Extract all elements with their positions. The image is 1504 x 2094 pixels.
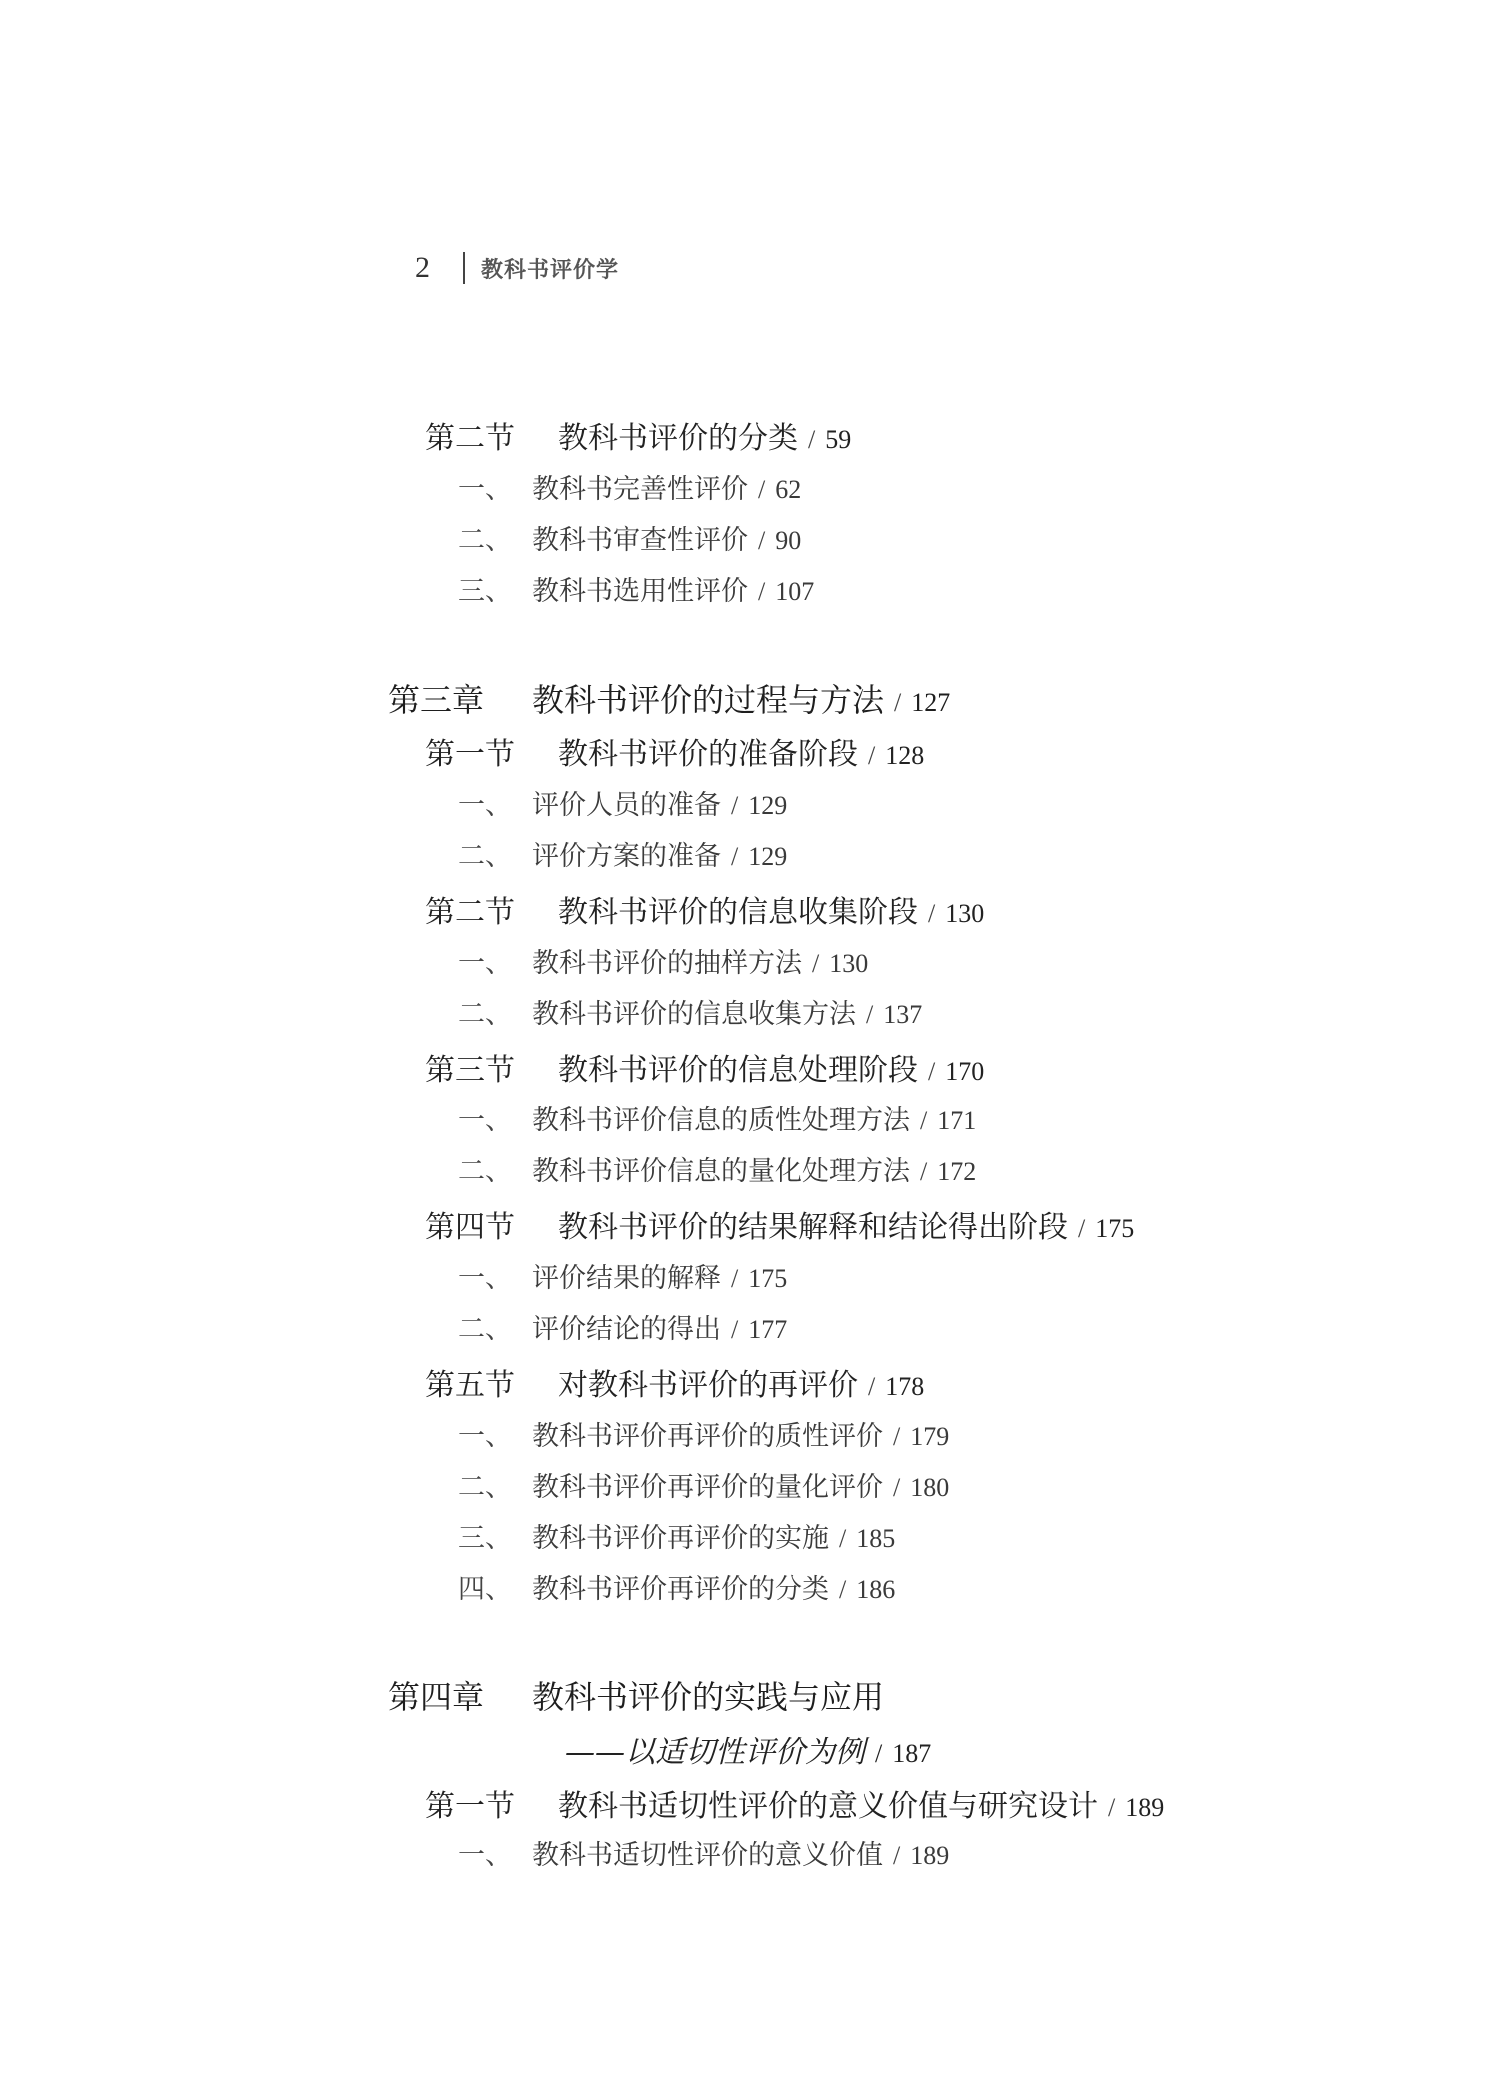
toc-item xyxy=(458,1307,787,1346)
toc-item-title: 教科书评价的信息收集方法 xyxy=(532,999,856,1030)
toc-chapter xyxy=(388,675,950,721)
toc-section-page: 59 xyxy=(825,425,852,454)
toc-item-title: 教科书评价的抽样方法 xyxy=(532,948,802,979)
toc-section xyxy=(425,1360,924,1404)
page-separator: / xyxy=(812,949,820,978)
toc-item-title: 评价结果的解释 xyxy=(532,1263,721,1294)
toc-item xyxy=(458,941,868,980)
book-title: 教科书评价学 xyxy=(481,257,620,283)
toc-section-number: 第五节 xyxy=(425,1368,515,1403)
toc-section-title: 教科书适切性评价的意义价值与研究设计 xyxy=(558,1789,1098,1824)
toc-section-number: 第一节 xyxy=(425,737,515,772)
toc-item-title: 教科书完善性评价 xyxy=(532,474,748,505)
toc-item xyxy=(458,1256,787,1295)
page-separator: / xyxy=(1108,1793,1116,1822)
page-separator: / xyxy=(758,475,766,504)
toc-item xyxy=(458,783,787,822)
toc-item xyxy=(458,1833,949,1872)
toc-item xyxy=(458,569,814,608)
toc-item xyxy=(458,834,787,873)
page-separator: / xyxy=(893,1473,901,1502)
toc-item xyxy=(458,1465,949,1504)
toc-item xyxy=(458,1516,895,1555)
toc-item-number: 二、 xyxy=(458,999,512,1030)
toc-item xyxy=(458,518,801,557)
toc-item xyxy=(458,992,922,1031)
toc-item-number: 三、 xyxy=(458,576,512,607)
toc-section-title: 对教科书评价的再评价 xyxy=(558,1368,858,1403)
page-separator: / xyxy=(758,577,766,606)
page-separator: / xyxy=(920,1106,928,1135)
page-separator: / xyxy=(866,1000,874,1029)
page-separator: / xyxy=(839,1575,847,1604)
toc-item-page: 177 xyxy=(748,1315,788,1344)
page-separator: / xyxy=(1078,1214,1086,1243)
toc-item-page: 129 xyxy=(748,791,788,820)
toc-section-page: 130 xyxy=(945,899,985,928)
toc-section-title: 教科书评价的结果解释和结论得出阶段 xyxy=(558,1210,1068,1245)
toc-subtitle-page: 187 xyxy=(892,1739,932,1768)
toc-item-number: 一、 xyxy=(458,1263,512,1294)
toc-section-number: 第四节 xyxy=(425,1210,515,1245)
toc-item-number: 二、 xyxy=(458,1314,512,1345)
toc-chapter-title: 教科书评价的实践与应用 xyxy=(532,1678,885,1716)
page-separator: / xyxy=(731,1264,739,1293)
toc-item-page: 189 xyxy=(910,1841,950,1870)
page-separator: / xyxy=(875,1739,883,1768)
toc-item-number: 二、 xyxy=(458,841,512,872)
toc-section xyxy=(425,729,924,773)
toc-section xyxy=(425,1045,984,1089)
toc-item-number: 一、 xyxy=(458,790,512,821)
toc-chapter-page: 127 xyxy=(911,688,951,717)
toc-item-page: 137 xyxy=(883,1000,923,1029)
toc-section-page: 178 xyxy=(885,1372,925,1401)
toc-item-title: 评价人员的准备 xyxy=(532,790,721,821)
toc-section xyxy=(425,413,851,457)
toc-subtitle xyxy=(565,1727,931,1771)
toc-item-title: 教科书评价信息的量化处理方法 xyxy=(532,1156,910,1187)
toc-item xyxy=(458,1567,895,1606)
toc-section-number: 第二节 xyxy=(425,895,515,930)
toc-item-page: 180 xyxy=(910,1473,950,1502)
toc-item-number: 一、 xyxy=(458,474,512,505)
toc-item xyxy=(458,1098,976,1137)
toc-item-page: 175 xyxy=(748,1264,788,1293)
page-separator: / xyxy=(928,1057,936,1086)
toc-item-page: 107 xyxy=(775,577,815,606)
toc-section xyxy=(425,1781,1164,1825)
toc-item-page: 172 xyxy=(937,1157,977,1186)
toc-section-title: 教科书评价的分类 xyxy=(558,421,798,456)
page-separator: / xyxy=(894,688,902,717)
toc-item xyxy=(458,467,801,506)
page-separator: / xyxy=(731,842,739,871)
toc-item-page: 186 xyxy=(856,1575,896,1604)
page-separator: / xyxy=(808,425,816,454)
toc-subtitle-title: ——以适切性评价为例 xyxy=(565,1735,865,1770)
toc-item-title: 教科书评价信息的质性处理方法 xyxy=(532,1105,910,1136)
page-separator: / xyxy=(920,1157,928,1186)
toc-chapter-title: 教科书评价的过程与方法 xyxy=(532,681,885,719)
toc-chapter xyxy=(388,1672,884,1718)
page-separator: / xyxy=(839,1524,847,1553)
toc-item-number: 一、 xyxy=(458,1421,512,1452)
page-separator: / xyxy=(731,1315,739,1344)
toc-item xyxy=(458,1414,949,1453)
toc-item-page: 129 xyxy=(748,842,788,871)
toc-item-title: 教科书评价再评价的实施 xyxy=(532,1523,829,1554)
toc-section-number: 第三节 xyxy=(425,1053,515,1088)
page-separator: / xyxy=(758,526,766,555)
toc-section-title: 教科书评价的准备阶段 xyxy=(558,737,858,772)
toc-item-page: 130 xyxy=(829,949,869,978)
toc-section xyxy=(425,1202,1134,1246)
toc-section-page: 128 xyxy=(885,741,925,770)
page-separator: / xyxy=(868,1372,876,1401)
toc-item-title: 评价结论的得出 xyxy=(532,1314,721,1345)
toc-item-title: 教科书审查性评价 xyxy=(532,525,748,556)
toc-section-number: 第一节 xyxy=(425,1789,515,1824)
page-number: 2 xyxy=(415,251,430,284)
toc-item-number: 一、 xyxy=(458,948,512,979)
toc-section-page: 175 xyxy=(1095,1214,1135,1243)
toc-item-number: 二、 xyxy=(458,1156,512,1187)
toc-item-title: 教科书评价再评价的质性评价 xyxy=(532,1421,883,1452)
toc-chapter-number: 第四章 xyxy=(388,1678,485,1716)
toc-section-page: 170 xyxy=(945,1057,985,1086)
toc-section-title: 教科书评价的信息处理阶段 xyxy=(558,1053,918,1088)
toc-item-title: 教科书适切性评价的意义价值 xyxy=(532,1840,883,1871)
page-separator: / xyxy=(928,899,936,928)
toc-item-number: 一、 xyxy=(458,1105,512,1136)
toc-item-title: 评价方案的准备 xyxy=(532,841,721,872)
toc-item-number: 三、 xyxy=(458,1523,512,1554)
toc-chapter-number: 第三章 xyxy=(388,681,485,719)
toc-item-number: 二、 xyxy=(458,525,512,556)
page-separator: / xyxy=(731,791,739,820)
toc-section-title: 教科书评价的信息收集阶段 xyxy=(558,895,918,930)
toc-section xyxy=(425,887,984,931)
toc-section-page: 189 xyxy=(1125,1793,1165,1822)
page-separator: / xyxy=(893,1841,901,1870)
toc-item-page: 179 xyxy=(910,1422,950,1451)
toc-item-number: 一、 xyxy=(458,1840,512,1871)
page-separator: / xyxy=(893,1422,901,1451)
toc-item-page: 62 xyxy=(775,475,802,504)
toc-item-page: 185 xyxy=(856,1524,896,1553)
toc-item xyxy=(458,1149,976,1188)
toc-item-page: 171 xyxy=(937,1106,977,1135)
toc-item-title: 教科书选用性评价 xyxy=(532,576,748,607)
toc-item-number: 四、 xyxy=(458,1574,512,1605)
toc-item-page: 90 xyxy=(775,526,802,555)
toc-section-number: 第二节 xyxy=(425,421,515,456)
toc-item-number: 二、 xyxy=(458,1472,512,1503)
toc-item-title: 教科书评价再评价的量化评价 xyxy=(532,1472,883,1503)
page-separator: / xyxy=(868,741,876,770)
toc-item-title: 教科书评价再评价的分类 xyxy=(532,1574,829,1605)
